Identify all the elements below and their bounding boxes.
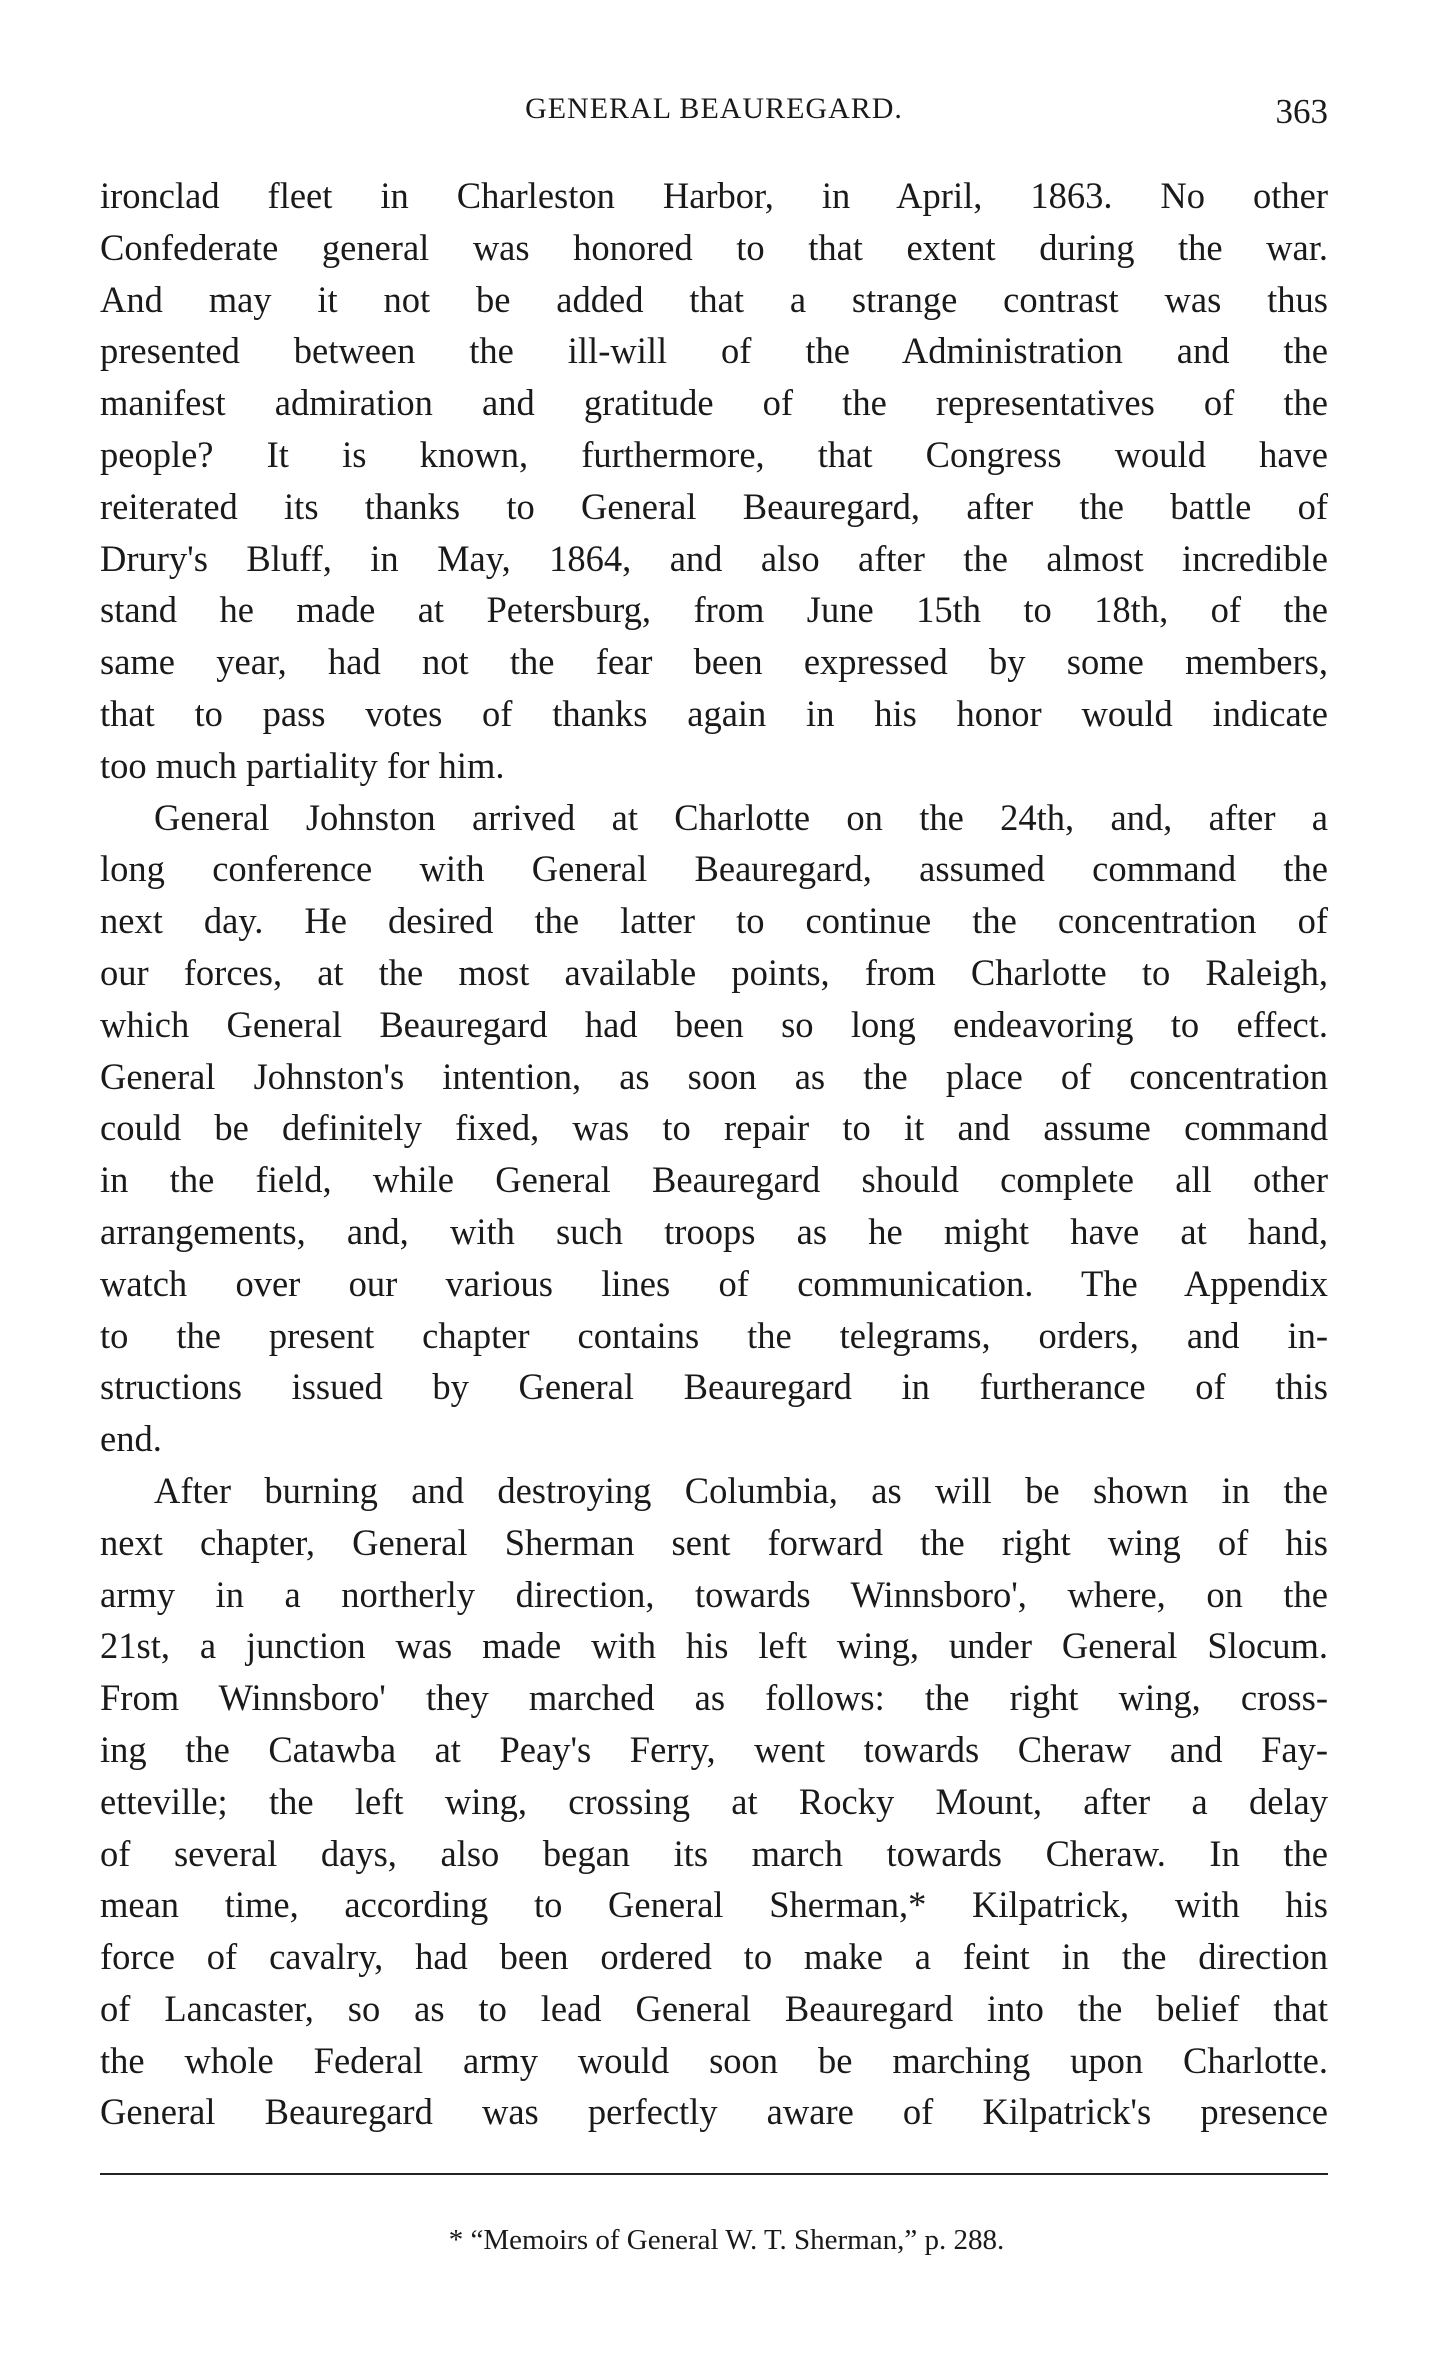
text-line: force of cavalry, had been ordered to make a feint in the direction — [100, 1936, 1328, 1978]
running-title: GENERAL BEAUREGARD. — [525, 92, 903, 125]
text-line: After burning and destroying Columbia, as will be shown in the — [154, 1469, 1328, 1511]
page-number: 363 — [1275, 92, 1328, 131]
text-line: General Beauregard was perfectly aware of Kilpatrick's presence — [100, 2091, 1328, 2133]
text-line: too much partiality for him. — [100, 744, 505, 786]
body-text — [100, 170, 1328, 2138]
text-line: Drury's Bluff, in May, 1864, and also after the almost incredible — [100, 537, 1328, 579]
text-line: ironclad fleet in Charleston Harbor, in April, 1863. No other — [100, 175, 1328, 216]
text-line: same year, had not the fear been expressed by some members, — [100, 641, 1328, 683]
text-line: General Johnston's intention, as soon as the place of concentration — [100, 1055, 1328, 1097]
text-line: army in a northerly direction, towards Winnsboro', where, on the — [100, 1573, 1328, 1615]
text-line: etteville; the left wing, crossing at Rocky Mount, after a delay — [100, 1780, 1328, 1822]
text-line: of several days, also began its march towards Cheraw. In the — [100, 1832, 1328, 1874]
text-line: people? It is known, furthermore, that Congress would have — [100, 433, 1328, 475]
text-line: stand he made at Petersburg, from June 15th to 18th, of the — [100, 589, 1328, 631]
text-line: that to pass votes of thanks again in his honor would indicate — [100, 692, 1328, 734]
text-line: structions issued by General Beauregard in furtherance of this — [100, 1366, 1328, 1408]
text-line: which General Beauregard had been so long endeavoring to effect. — [100, 1003, 1328, 1045]
text-line: 21st, a junction was made with his left wing, under General Slocum. — [100, 1625, 1328, 1667]
text-line: manifest admiration and gratitude of the representatives of the — [100, 382, 1328, 424]
text-line: watch over our various lines of communication. The Appendix — [100, 1262, 1328, 1304]
text-line: end. — [100, 1418, 162, 1460]
running-head — [100, 92, 1328, 132]
text-line: presented between the ill-will of the Administration and the — [100, 330, 1328, 372]
text-line: mean time, according to General Sherman,* Kilpatrick, with his — [100, 1884, 1328, 1926]
text-line: From Winnsboro' they marched as follows: the right wing, cross- — [100, 1677, 1328, 1719]
text-line: And may it not be added that a strange contrast was thus — [100, 278, 1328, 320]
text-line: General Johnston arrived at Charlotte on the 24th, and, after a — [154, 796, 1328, 838]
text-line: ing the Catawba at Peay's Ferry, went towards Cheraw and Fay- — [100, 1728, 1328, 1770]
text-line: could be definitely fixed, was to repair to it and assume command — [100, 1107, 1328, 1149]
text-line: to the present chapter contains the telegrams, orders, and in- — [100, 1314, 1328, 1356]
text-line: next chapter, General Sherman sent forward the right wing of his — [100, 1521, 1328, 1563]
text-line: arrangements, and, with such troops as he might have at hand, — [100, 1210, 1328, 1252]
text-line: the whole Federal army would soon be marching upon Charlotte. — [100, 2039, 1328, 2081]
text-line: of Lancaster, so as to lead General Beauregard into the belief that — [100, 1987, 1328, 2029]
text-line: long conference with General Beauregard, assumed command the — [100, 848, 1328, 890]
text-line: next day. He desired the latter to continue the concentration of — [100, 900, 1328, 942]
footnote: * “Memoirs of General W. T. Sherman,” p. 288. — [448, 2224, 1005, 2256]
text-line: reiterated its thanks to General Beauregard, after the battle of — [100, 485, 1328, 527]
text-line: Confederate general was honored to that extent during the war. — [100, 226, 1328, 268]
footnote-rule — [100, 2173, 1328, 2175]
text-line: our forces, at the most available points, from Charlotte to Raleigh, — [100, 951, 1328, 993]
text-line: in the field, while General Beauregard should complete all other — [100, 1159, 1328, 1201]
